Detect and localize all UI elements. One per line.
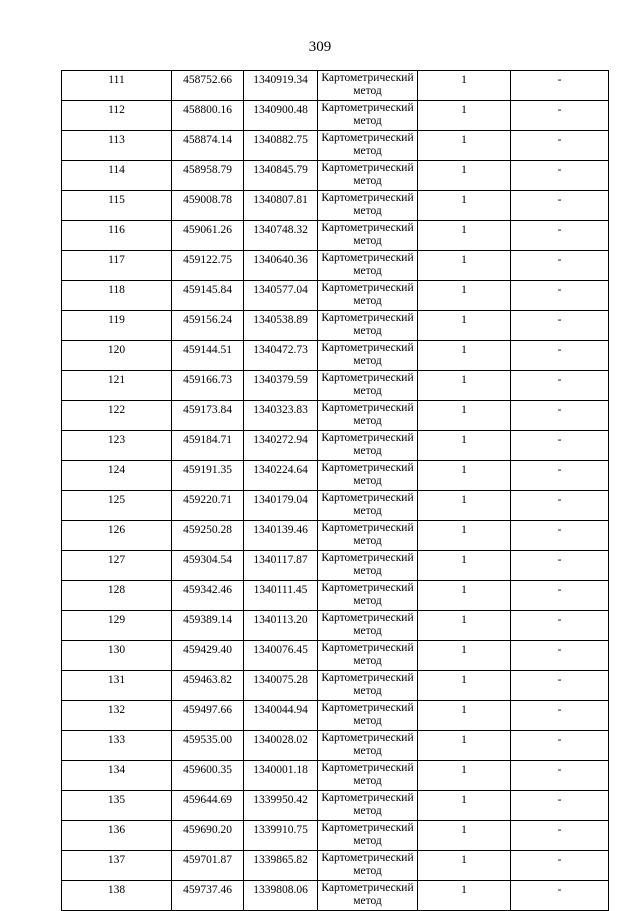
table-row: [62, 191, 609, 221]
coordinates-table-body: [62, 71, 609, 911]
accuracy-cell: 1: [418, 461, 511, 491]
y-coordinate-cell: 1340044.94: [244, 701, 318, 731]
method-cell: Картометрический метод: [318, 611, 418, 641]
method-cell: Картометрический метод: [318, 731, 418, 761]
coordinates-table: [61, 70, 609, 911]
y-coordinate-cell: 1339910.75: [244, 821, 318, 851]
method-cell: Картометрический метод: [318, 551, 418, 581]
x-coordinate-cell: 459191.35: [172, 461, 244, 491]
method-cell: Картометрический метод: [318, 701, 418, 731]
extra-cell: -: [511, 581, 609, 611]
point-number-cell: 135: [62, 791, 172, 821]
page-number: 309: [308, 39, 332, 55]
method-cell: Картометрический метод: [318, 281, 418, 311]
accuracy-cell: 1: [418, 641, 511, 671]
y-coordinate-cell: 1340472.73: [244, 341, 318, 371]
accuracy-cell: 1: [418, 791, 511, 821]
point-number-cell: 130: [62, 641, 172, 671]
x-coordinate-cell: 459220.71: [172, 491, 244, 521]
point-number-cell: 133: [62, 731, 172, 761]
accuracy-cell: 1: [418, 701, 511, 731]
method-cell: Картометрический метод: [318, 131, 418, 161]
x-coordinate-cell: 459144.51: [172, 341, 244, 371]
extra-cell: -: [511, 281, 609, 311]
x-coordinate-cell: 458752.66: [172, 71, 244, 101]
table-row: [62, 371, 609, 401]
point-number-cell: 118: [62, 281, 172, 311]
x-coordinate-cell: 459463.82: [172, 671, 244, 701]
extra-cell: -: [511, 161, 609, 191]
point-number-cell: 113: [62, 131, 172, 161]
y-coordinate-cell: 1340882.75: [244, 131, 318, 161]
table-row: [62, 461, 609, 491]
y-coordinate-cell: 1340075.28: [244, 671, 318, 701]
x-coordinate-cell: 459156.24: [172, 311, 244, 341]
x-coordinate-cell: 459497.66: [172, 701, 244, 731]
method-cell: Картометрический метод: [318, 431, 418, 461]
table-row: [62, 581, 609, 611]
x-coordinate-cell: 458800.16: [172, 101, 244, 131]
extra-cell: -: [511, 701, 609, 731]
x-coordinate-cell: 458958.79: [172, 161, 244, 191]
method-cell: Картометрический метод: [318, 491, 418, 521]
extra-cell: -: [511, 71, 609, 101]
extra-cell: -: [511, 191, 609, 221]
point-number-cell: 122: [62, 401, 172, 431]
x-coordinate-cell: 459184.71: [172, 431, 244, 461]
x-coordinate-cell: 459600.35: [172, 761, 244, 791]
extra-cell: -: [511, 491, 609, 521]
method-cell: Картометрический метод: [318, 341, 418, 371]
extra-cell: -: [511, 671, 609, 701]
point-number-cell: 132: [62, 701, 172, 731]
extra-cell: -: [511, 791, 609, 821]
y-coordinate-cell: 1340919.34: [244, 71, 318, 101]
y-coordinate-cell: 1340076.45: [244, 641, 318, 671]
y-coordinate-cell: 1340845.79: [244, 161, 318, 191]
extra-cell: -: [511, 641, 609, 671]
extra-cell: -: [511, 521, 609, 551]
y-coordinate-cell: 1340640.36: [244, 251, 318, 281]
accuracy-cell: 1: [418, 611, 511, 641]
method-cell: Картометрический метод: [318, 641, 418, 671]
method-cell: Картометрический метод: [318, 521, 418, 551]
point-number-cell: 126: [62, 521, 172, 551]
y-coordinate-cell: 1340272.94: [244, 431, 318, 461]
x-coordinate-cell: 459701.87: [172, 851, 244, 881]
extra-cell: -: [511, 611, 609, 641]
y-coordinate-cell: 1340001.18: [244, 761, 318, 791]
table-row: [62, 761, 609, 791]
table-row: [62, 431, 609, 461]
accuracy-cell: 1: [418, 161, 511, 191]
extra-cell: -: [511, 371, 609, 401]
point-number-cell: 116: [62, 221, 172, 251]
y-coordinate-cell: 1340323.83: [244, 401, 318, 431]
accuracy-cell: 1: [418, 371, 511, 401]
extra-cell: -: [511, 311, 609, 341]
point-number-cell: 111: [62, 71, 172, 101]
method-cell: Картометрический метод: [318, 401, 418, 431]
table-row: [62, 821, 609, 851]
table-row: [62, 311, 609, 341]
accuracy-cell: 1: [418, 71, 511, 101]
point-number-cell: 124: [62, 461, 172, 491]
table-row: [62, 641, 609, 671]
table-row: [62, 851, 609, 881]
extra-cell: -: [511, 551, 609, 581]
method-cell: Картометрический метод: [318, 851, 418, 881]
y-coordinate-cell: 1339808.06: [244, 881, 318, 911]
y-coordinate-cell: 1340379.59: [244, 371, 318, 401]
point-number-cell: 138: [62, 881, 172, 911]
point-number-cell: 137: [62, 851, 172, 881]
x-coordinate-cell: 459173.84: [172, 401, 244, 431]
extra-cell: -: [511, 761, 609, 791]
extra-cell: -: [511, 881, 609, 911]
method-cell: Картометрический метод: [318, 371, 418, 401]
accuracy-cell: 1: [418, 581, 511, 611]
point-number-cell: 112: [62, 101, 172, 131]
y-coordinate-cell: 1340028.02: [244, 731, 318, 761]
point-number-cell: 128: [62, 581, 172, 611]
method-cell: Картометрический метод: [318, 581, 418, 611]
method-cell: Картометрический метод: [318, 821, 418, 851]
method-cell: Картометрический метод: [318, 221, 418, 251]
accuracy-cell: 1: [418, 401, 511, 431]
method-cell: Картометрический метод: [318, 791, 418, 821]
x-coordinate-cell: 458874.14: [172, 131, 244, 161]
accuracy-cell: 1: [418, 221, 511, 251]
point-number-cell: 136: [62, 821, 172, 851]
extra-cell: -: [511, 401, 609, 431]
accuracy-cell: 1: [418, 551, 511, 581]
accuracy-cell: 1: [418, 341, 511, 371]
x-coordinate-cell: 459342.46: [172, 581, 244, 611]
point-number-cell: 115: [62, 191, 172, 221]
extra-cell: -: [511, 221, 609, 251]
table-row: [62, 551, 609, 581]
method-cell: Картометрический метод: [318, 191, 418, 221]
point-number-cell: 127: [62, 551, 172, 581]
extra-cell: -: [511, 431, 609, 461]
y-coordinate-cell: 1340900.48: [244, 101, 318, 131]
extra-cell: -: [511, 131, 609, 161]
table-row: [62, 731, 609, 761]
y-coordinate-cell: 1340117.87: [244, 551, 318, 581]
x-coordinate-cell: 459737.46: [172, 881, 244, 911]
method-cell: Картометрический метод: [318, 251, 418, 281]
x-coordinate-cell: 459535.00: [172, 731, 244, 761]
y-coordinate-cell: 1339950.42: [244, 791, 318, 821]
accuracy-cell: 1: [418, 761, 511, 791]
extra-cell: -: [511, 251, 609, 281]
y-coordinate-cell: 1340111.45: [244, 581, 318, 611]
method-cell: Картометрический метод: [318, 461, 418, 491]
table-row: [62, 521, 609, 551]
table-row: [62, 101, 609, 131]
x-coordinate-cell: 459166.73: [172, 371, 244, 401]
point-number-cell: 129: [62, 611, 172, 641]
y-coordinate-cell: 1340179.04: [244, 491, 318, 521]
method-cell: Картометрический метод: [318, 161, 418, 191]
accuracy-cell: 1: [418, 131, 511, 161]
point-number-cell: 119: [62, 311, 172, 341]
extra-cell: -: [511, 341, 609, 371]
y-coordinate-cell: 1340113.20: [244, 611, 318, 641]
table-row: [62, 281, 609, 311]
accuracy-cell: 1: [418, 731, 511, 761]
accuracy-cell: 1: [418, 191, 511, 221]
accuracy-cell: 1: [418, 251, 511, 281]
point-number-cell: 114: [62, 161, 172, 191]
accuracy-cell: 1: [418, 311, 511, 341]
x-coordinate-cell: 459145.84: [172, 281, 244, 311]
y-coordinate-cell: 1339865.82: [244, 851, 318, 881]
method-cell: Картометрический метод: [318, 71, 418, 101]
extra-cell: -: [511, 821, 609, 851]
x-coordinate-cell: 459690.20: [172, 821, 244, 851]
accuracy-cell: 1: [418, 281, 511, 311]
x-coordinate-cell: 459250.28: [172, 521, 244, 551]
table-row: [62, 341, 609, 371]
table-row: [62, 251, 609, 281]
table-row: [62, 701, 609, 731]
method-cell: Картометрический метод: [318, 671, 418, 701]
table-row: [62, 671, 609, 701]
table-row: [62, 161, 609, 191]
point-number-cell: 121: [62, 371, 172, 401]
extra-cell: -: [511, 851, 609, 881]
y-coordinate-cell: 1340139.46: [244, 521, 318, 551]
y-coordinate-cell: 1340224.64: [244, 461, 318, 491]
point-number-cell: 134: [62, 761, 172, 791]
point-number-cell: 125: [62, 491, 172, 521]
table-row: [62, 491, 609, 521]
point-number-cell: 117: [62, 251, 172, 281]
table-row: [62, 791, 609, 821]
accuracy-cell: 1: [418, 521, 511, 551]
accuracy-cell: 1: [418, 881, 511, 911]
table-row: [62, 131, 609, 161]
point-number-cell: 120: [62, 341, 172, 371]
x-coordinate-cell: 459061.26: [172, 221, 244, 251]
x-coordinate-cell: 459429.40: [172, 641, 244, 671]
method-cell: Картометрический метод: [318, 311, 418, 341]
table-row: [62, 881, 609, 911]
point-number-cell: 131: [62, 671, 172, 701]
extra-cell: -: [511, 101, 609, 131]
y-coordinate-cell: 1340577.04: [244, 281, 318, 311]
accuracy-cell: 1: [418, 491, 511, 521]
method-cell: Картометрический метод: [318, 881, 418, 911]
y-coordinate-cell: 1340807.81: [244, 191, 318, 221]
accuracy-cell: 1: [418, 671, 511, 701]
accuracy-cell: 1: [418, 821, 511, 851]
table-row: [62, 221, 609, 251]
y-coordinate-cell: 1340748.32: [244, 221, 318, 251]
x-coordinate-cell: 459644.69: [172, 791, 244, 821]
accuracy-cell: 1: [418, 101, 511, 131]
table-row: [62, 71, 609, 101]
accuracy-cell: 1: [418, 431, 511, 461]
extra-cell: -: [511, 731, 609, 761]
method-cell: Картометрический метод: [318, 761, 418, 791]
y-coordinate-cell: 1340538.89: [244, 311, 318, 341]
x-coordinate-cell: 459389.14: [172, 611, 244, 641]
accuracy-cell: 1: [418, 851, 511, 881]
method-cell: Картометрический метод: [318, 101, 418, 131]
extra-cell: -: [511, 461, 609, 491]
x-coordinate-cell: 459008.78: [172, 191, 244, 221]
point-number-cell: 123: [62, 431, 172, 461]
table-row: [62, 611, 609, 641]
x-coordinate-cell: 459304.54: [172, 551, 244, 581]
x-coordinate-cell: 459122.75: [172, 251, 244, 281]
table-row: [62, 401, 609, 431]
